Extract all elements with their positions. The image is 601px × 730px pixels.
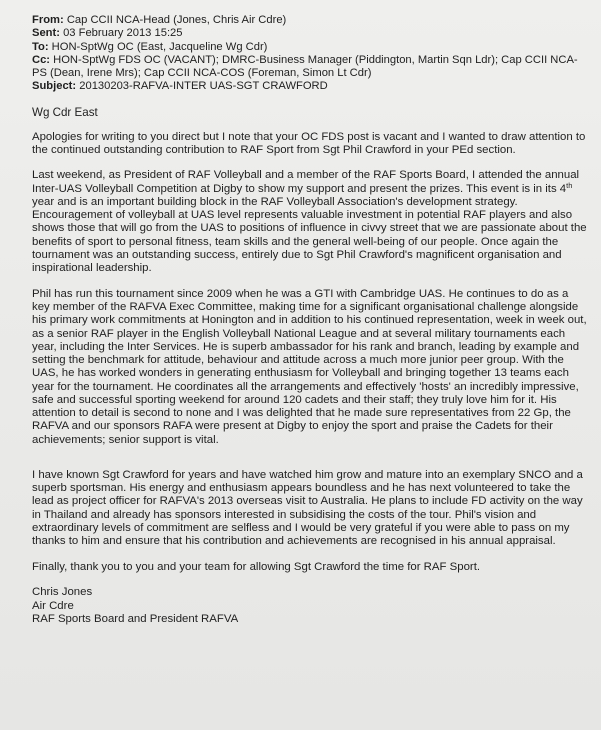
signature-block [32,586,587,626]
cc-value: HON-SptWg FDS OC (VACANT); DMRC-Business Manager (Piddington, Martin Sqn Ldr); Cap CCII NCA-PS (Dean, Irene Mrs); Cap CCII NCA-COS (Foreman, Simon Lt Cdr) [32,53,578,80]
sent-label: Sent: [32,27,60,40]
email-header [32,14,587,94]
from-row [32,14,587,27]
sent-value: 03 February 2013 15:25 [63,27,183,40]
from-label: From: [32,14,64,26]
paragraph-2-end: year and is an important building block in the RAF Volleyball Association's development strategy. Encouragement of volleyball at UAS level represents valuable investment in potential RAF players and also shows those that will go from the UAS to positions of influence in civvy street that we are passionate about the benefits of sport to personal fitness, team skills and the general well-being of our people. Once again the tournament was an outstanding success, entirely due to Sgt Phil Crawford's magnificent organisation and inspirational leadership. [32,195,587,275]
ordinal-superscript: th [566,180,573,190]
signature-rank: Air Cdre [32,599,74,612]
paragraph-1: Apologies for writing to you direct but I note that your OC FDS post is vacant and I wanted to draw attention to the continued outstanding contribution to RAF Sport from Sgt Phil Crawford in your PEd section. [32,130,586,156]
subject-row [32,80,587,93]
paragraph-2 [32,169,587,275]
from-value: Cap CCII NCA-Head (Jones, Chris Air Cdre) [66,14,287,26]
paragraph-4: I have known Sgt Crawford for years and have watched him grow and mature into an exemplary SNCO and a superb sportsman. His energy and enthusiasm appears boundless and he has next volunteered to take the lead as project officer for RAFVA's 2013 overseas visit to Australia. He plans to include FD activity on the way in Thailand and already has sponsors interested in subsidising the costs of the tour. Phil's vision and extraordinary levels of commitment are selfless and I would be very grateful if you were able to pass on my thanks to him and ensure that his contribution and achievements are recognised in his annual appraisal. [32,468,583,548]
to-value: HON-SptWg OC (East, Jacqueline Wg Cdr) [51,40,268,53]
subject-label: Subject: [32,80,77,93]
greeting: Wg Cdr East [32,105,98,119]
to-row [32,41,587,54]
signature-name: Chris Jones [32,586,93,599]
subject-value: 20130203-RAFVA-INTER UAS-SGT CRAWFORD [79,80,328,93]
signature-title: RAF Sports Board and President RAFVA [32,613,239,626]
paragraph-2-start: Last weekend, as President of RAF Volleyball and a member of the RAF Sports Board, I attended the annual Inter-UAS Volleyball Competition at Digby to show my support and present the prizes. This event is in its 4 [32,169,580,195]
sent-row [32,27,587,40]
to-label: To: [32,40,49,53]
paragraph-5: Finally, thank you to you and your team for allowing Sgt Crawford the time for RAF Sport. [32,560,481,573]
cc-row [32,54,587,81]
cc-label: Cc: [32,53,51,66]
paragraph-3: Phil has run this tournament since 2009 when he was a GTI with Cambridge UAS. He continues to do as a key member of the RAFVA Exec Committee, making time for a significant organisational challenge alongside his primary work commitments at Honington and in addition to his continued representation, week in week out, as a senior RAF player in the English Volleyball National League and at several military tournaments each year, including the Inter Services. He is superb ambassador for his rank and branch, leading by example and setting the benchmark for attitude, behaviour and attitude across a much more junior peer group. With the UAS, he has worked wonders in generating enthusiasm for Volleyball and bringing together 13 teams each year for the tournament. He coordinates all the arrangements and effectively 'hosts' an incredibly impressive, safe and successful sporting weekend for around 120 cadets and their staff; they truly love him for it. His attention to detail is second to none and I was delighted that he made sure representatives from 22 Gp, the RAFVA and our sponsors RAFA were present at Digby to enjoy the sport and praise the Cadets for their achievements; senior support is vital. [32,287,587,446]
